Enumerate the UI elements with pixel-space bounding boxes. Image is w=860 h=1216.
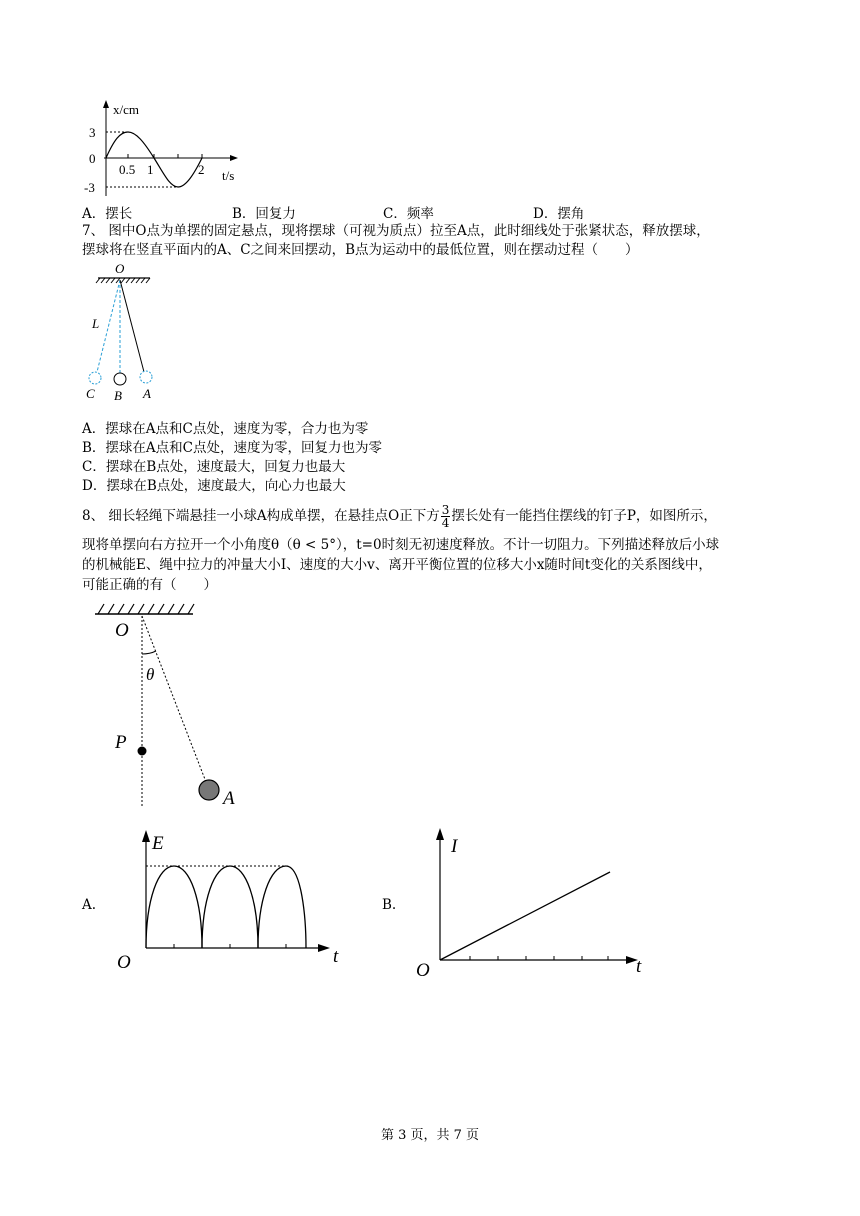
q6-option-b: B．回复力: [232, 206, 296, 222]
fraction-denominator: 4: [441, 516, 450, 530]
x-tick-1: 1: [147, 162, 154, 177]
fraction-numerator: 3: [441, 503, 450, 517]
optB-x-label: t: [636, 956, 642, 977]
q7-label-l: L: [92, 316, 100, 331]
x-axis-label: t/s: [222, 168, 235, 183]
q7-option-b: B．摆球在A点和C点处，速度为零，回复力也为零: [82, 440, 382, 456]
q7-option-d: D．摆球在B点处，速度最大，向心力也最大: [82, 478, 346, 494]
optA-x-label: t: [333, 946, 339, 967]
optA-y-label: E: [152, 833, 164, 854]
q7-stem-line1: 7、 图中O点为单摆的固定悬点，现将摆球（可视为质点）拉至A点，此时细线处于张紧状态，释放摆球，: [82, 223, 710, 239]
q7-stem-line2: 摆球将在竖直平面内的A、C之间来回摆动，B点为运动中的最低位置，则在摆动过程（ ）: [82, 242, 639, 258]
q7-label-b: B: [114, 388, 122, 403]
q8-label-theta: θ: [146, 665, 155, 684]
q6-option-c: C．频率: [383, 206, 434, 222]
x-tick-0-5: 0.5: [119, 162, 136, 177]
optB-origin: O: [416, 960, 430, 981]
q8-stem-line3: 的机械能E、绳中拉力的冲量大小I、速度的大小v、离开平衡位置的位移大小x随时间t变化的关系图线中，: [82, 557, 712, 573]
q8-option-b-label: B.: [382, 897, 397, 913]
q7-label-o: O: [115, 261, 125, 276]
page-footer: 第 3 页，共 7 页: [380, 1128, 480, 1143]
q7-option-a: A．摆球在A点和C点处，速度为零，合力也为零: [82, 421, 369, 437]
q8-label-o: O: [115, 620, 129, 641]
q7-label-c: C: [86, 386, 95, 401]
q8-stem-line4: 可能正确的有（ ）: [82, 577, 217, 593]
y-tick-3: 3: [89, 125, 96, 140]
optA-origin: O: [117, 952, 131, 973]
q8-stem-line1-b: 摆长处有一能挡住摆线的钉子P，如图所示，: [451, 508, 717, 524]
q8-option-a-label: A.: [82, 897, 97, 913]
y-tick-neg3: -3: [84, 180, 95, 195]
optB-y-label: I: [451, 836, 458, 857]
y-tick-0: 0: [89, 151, 96, 166]
q6-option-d: D．摆角: [533, 206, 585, 222]
q8-stem-line2: 现将单摆向右方拉开一个小角度θ（θ < 5°），t=0时刻无初速度释放。不计一切阻力。下列描述释放后小球: [82, 537, 720, 553]
q7-option-c: C．摆球在B点处，速度最大，回复力也最大: [82, 459, 346, 475]
y-axis-label: x/cm: [113, 102, 139, 117]
q8-label-p: P: [115, 732, 127, 753]
q8-stem-line1-a: 8、 细长轻绳下端悬挂一小球A构成单摆，在悬挂点O正下方: [82, 508, 440, 524]
x-tick-2: 2: [198, 162, 205, 177]
q7-label-a: A: [143, 386, 151, 401]
q8-label-a: A: [223, 788, 235, 809]
q6-option-a: A．摆长: [82, 206, 133, 222]
